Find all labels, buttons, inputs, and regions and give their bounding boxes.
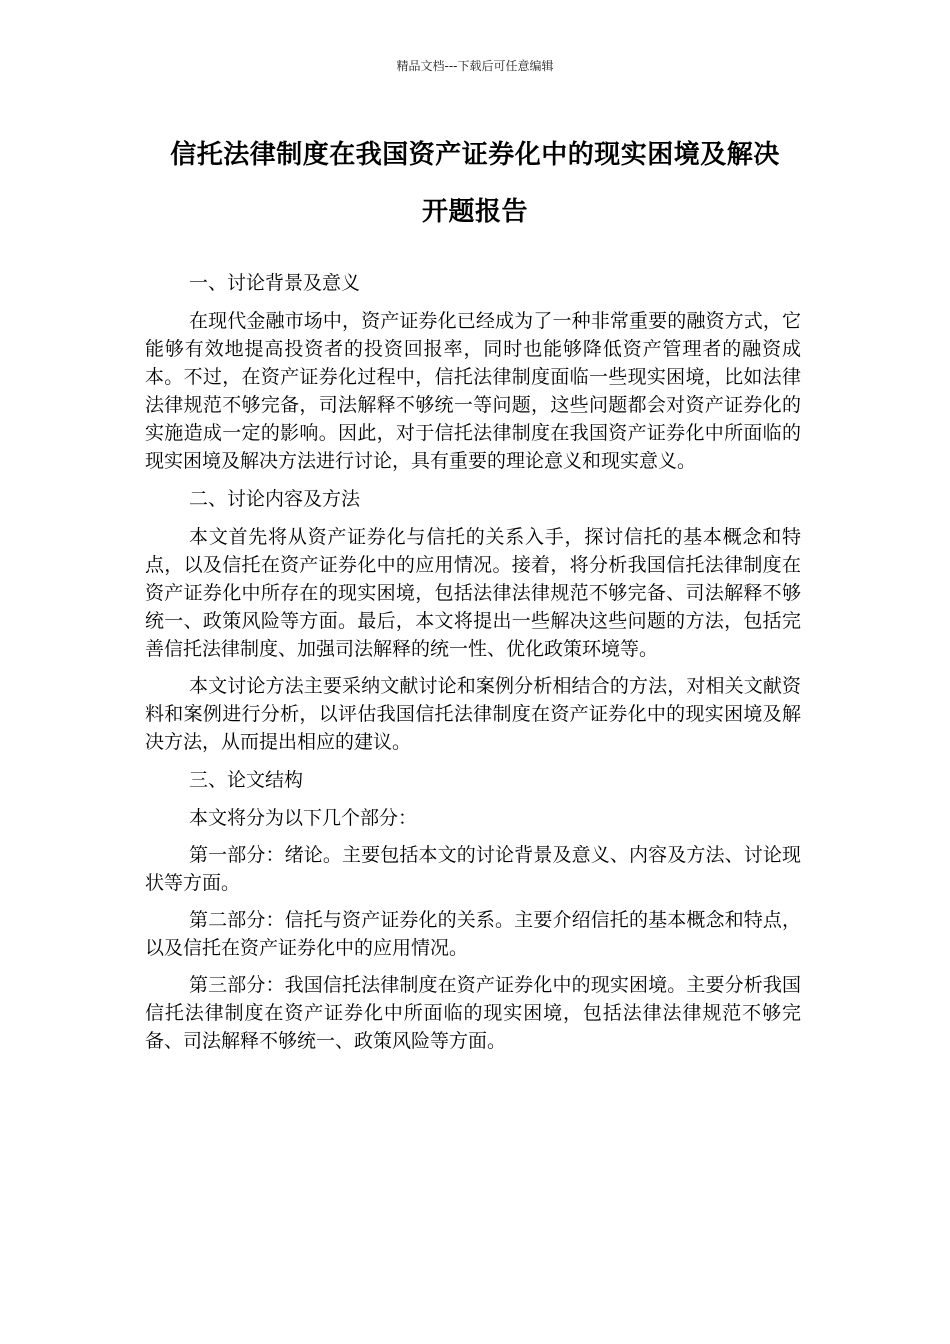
document-title-line2: 开题报告 [421, 197, 528, 227]
section-heading-structure: 三、论文结构 [189, 769, 304, 791]
document-title-line1: 信托法律制度在我国资产证券化中的现实困境及解决 [170, 140, 780, 170]
paragraph-part-1: 第一部分：绪论。主要包括本文的讨论背景及意义、内容及方法、讨论现状等方面。 [145, 844, 801, 894]
paragraph-part-3: 第三部分：我国信托法律制度在资产证券化中的现实困境。主要分析我国信托法律制度在资产证券化中所面临的现实困境，包括法律法律规范不够完备、司法解释不够统一、政策风险等方面。 [145, 974, 801, 1052]
paragraph-method: 本文讨论方法主要采纳文献讨论和案例分析相结合的方法，对相关文献资料和案例进行分析，以评估我国信托法律制度在资产证券化中的现实困境及解决方法，从而提出相应的建议。 [145, 675, 801, 753]
paragraph-part-2: 第二部分：信托与资产证券化的关系。主要介绍信托的基本概念和特点，以及信托在资产证券化中的应用情况。 [145, 909, 801, 959]
paragraph-background: 在现代金融市场中，资产证券化已经成为了一种非常重要的融资方式，它能够有效地提高投资者的投资回报率，同时也能够降低资产管理者的融资成本。不过，在资产证券化过程中，信托法律制度面临一些现实困境，比如法律法律规范不够完备，司法解释不够统一等问题，这些问题都会对资产证券化的实施造成一定的影响。因此，对于信托法律制度在我国资产证券化中所面临的现实困境及解决方法进行讨论，具有重要的理论意义和现实意义。 [145, 310, 801, 472]
document-body [145, 268, 801, 1064]
header-note: 精品文档---下载后可任意编辑 [396, 59, 554, 73]
section-heading-background: 一、讨论背景及意义 [189, 272, 361, 294]
paragraph-structure-intro: 本文将分为以下几个部分： [189, 807, 418, 829]
section-heading-content-method: 二、讨论内容及方法 [189, 488, 361, 510]
paragraph-content: 本文首先将从资产证券化与信托的关系入手，探讨信托的基本概念和特点，以及信托在资产证券化中的应用情况。接着，将分析我国信托法律制度在资产证券化中所存在的现实困境，包括法律法律规范不够完备、司法解释不够统一、政策风险等方面。最后，本文将提出一些解决这些问题的方法，包括完善信托法律制度、加强司法解释的统一性、优化政策环境等。 [145, 526, 801, 660]
